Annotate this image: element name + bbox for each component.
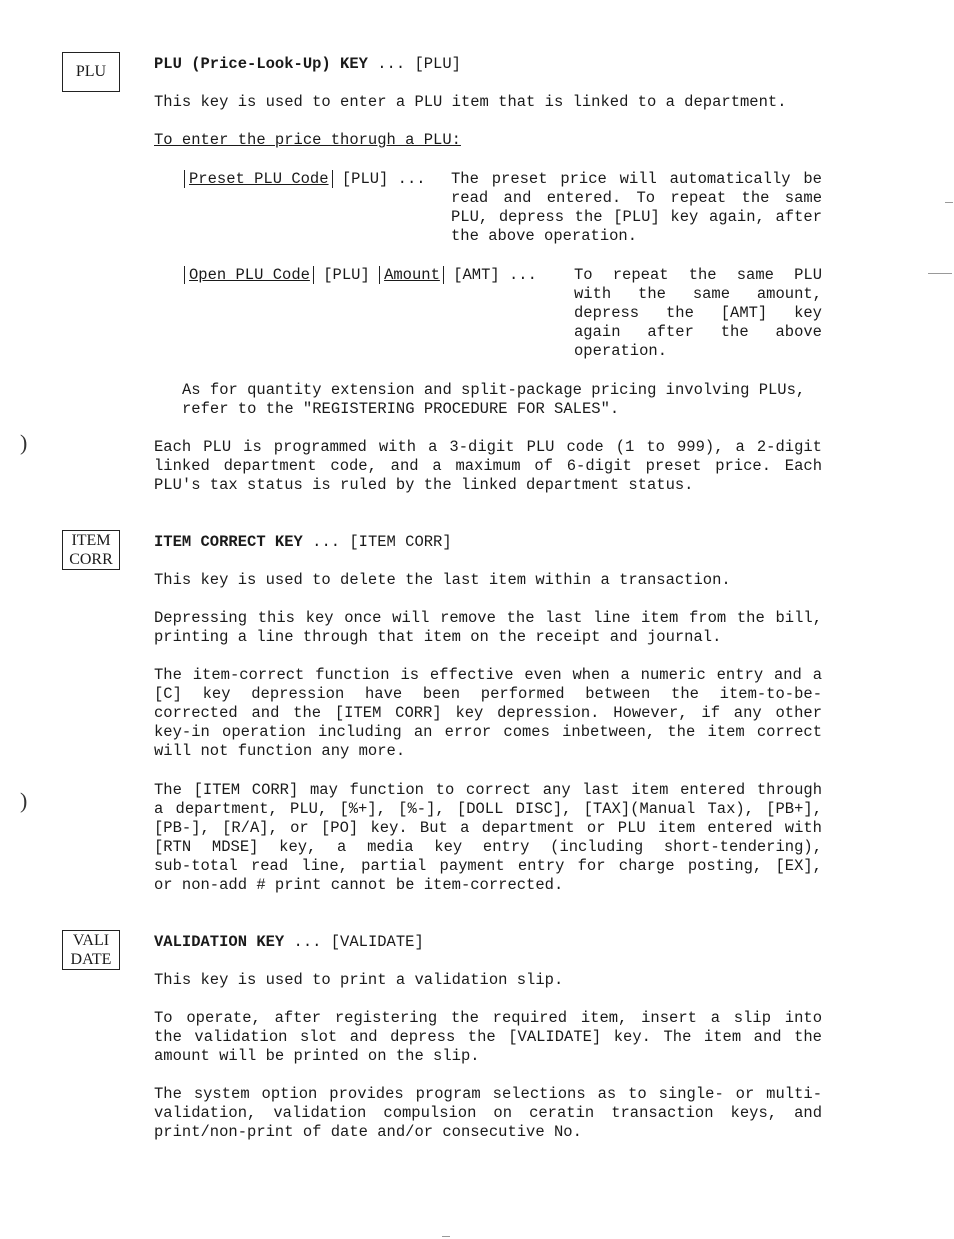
plu-open-desc-3: again after the above <box>574 323 822 341</box>
plu-heading: PLU (Price-Look-Up) KEY ... [PLU] <box>154 55 461 73</box>
plu-open-desc-4: operation. <box>574 342 668 360</box>
plu-intro: This key is used to enter a PLU item that is linked to a department. <box>154 93 787 111</box>
plu-open-desc-1: with the same amount, <box>574 285 822 303</box>
item-corr-heading: ITEM CORRECT KEY ... [ITEM CORR] <box>154 533 452 551</box>
validate-p1-2: amount will be printed on the slip. <box>154 1047 480 1065</box>
item-corr-p3-1: a department, PLU, [%+], [%-], [DOLL DISC], [TAX](Manual Tax), [PB+], <box>154 800 822 818</box>
open-plu-key: [PLU] <box>323 266 370 284</box>
item-corr-p2-3: key-in operation including an error comes inbetween, the item correct <box>154 723 822 741</box>
plu-note-1: refer to the "REGISTERING PROCEDURE FOR SALES". <box>182 400 620 418</box>
plu-programming-0: Each PLU is programmed with a 3-digit PLU code (1 to 999), a 2-digit <box>154 438 822 456</box>
item-corr-key-label-line1: ITEM <box>71 532 111 549</box>
item-corr-p1-0: Depressing this key once will remove the last line item from the bill, <box>154 609 822 627</box>
validate-p1-1: the validation slot and depress the [VALIDATE] key. The item and the <box>154 1028 822 1046</box>
validate-p2-1: validation, validation compulsion on ceratin transaction keys, and <box>154 1104 822 1122</box>
plu-open-row <box>184 266 537 285</box>
open-plu-amount: Amount <box>384 266 440 284</box>
plu-open-desc-0: To repeat the same PLU <box>574 266 822 284</box>
preset-plu-key: [PLU] ... <box>341 170 426 188</box>
preset-plu-code: Preset PLU Code <box>189 170 329 188</box>
margin-paren-upper: ) <box>20 430 28 455</box>
plu-note-0: As for quantity extension and split-package pricing involving PLUs, <box>182 381 806 399</box>
validate-p1-0: To operate, after registering the required item, insert a slip into <box>154 1009 822 1027</box>
item-corr-p1-1: printing a line through that item on the receipt and journal. <box>154 628 722 646</box>
plu-preset-row <box>184 170 426 189</box>
item-corr-intro: This key is used to delete the last item within a transaction. <box>154 571 731 589</box>
margin-paren-lower: ) <box>20 788 28 813</box>
item-corr-p3-3: [RTN MDSE] key, a media key entry (including short-tendering), <box>154 838 822 856</box>
plu-preset-desc-2: PLU, depress the [PLU] key again, after <box>451 208 822 226</box>
item-corr-p2-1: [C] key depression have been performed between the item-to-be- <box>154 685 822 703</box>
plu-key-icon <box>62 52 120 92</box>
plu-programming-1: linked department code, and a maximum of 6-digit preset price. Each <box>154 457 822 475</box>
validate-key-label-line2: DATE <box>70 951 112 968</box>
item-corr-p2-2: corrected and the [ITEM CORR] key depression. However, if any other <box>154 704 822 722</box>
item-corr-p3-5: or non-add # print cannot be item-corrected. <box>154 876 564 894</box>
plu-preset-desc-0: The preset price will automatically be <box>451 170 822 188</box>
plu-open-desc-2: depress the [AMT] key <box>574 304 822 322</box>
validate-p2-2: print/non-print of date and/or consecutive No. <box>154 1123 582 1141</box>
validate-heading: VALIDATION KEY ... [VALIDATE] <box>154 933 424 951</box>
margin-mark-mid <box>928 273 952 274</box>
validate-key-icon <box>62 930 120 970</box>
plu-preset-desc-3: the above operation. <box>451 227 638 245</box>
plu-programming-2: PLU's tax status is ruled by the linked department status. <box>154 476 694 494</box>
item-corr-key-label-line2: CORR <box>69 551 113 568</box>
item-corr-p2-0: The item-correct function is effective even when a numeric entry and a <box>154 666 822 684</box>
margin-mark-bottom <box>442 1236 450 1237</box>
validate-p2-0: The system option provides program selections as to single- or multi- <box>154 1085 822 1103</box>
validate-intro: This key is used to print a validation slip. <box>154 971 564 989</box>
item-corr-p2-4: will not function any more. <box>154 742 406 760</box>
item-corr-p3-0: The [ITEM CORR] may function to correct any last item entered through <box>154 781 822 799</box>
item-corr-p3-2: [PB-], [R/A], or [PO] key. But a department or PLU item entered with <box>154 819 822 837</box>
open-amt-key: [AMT] ... <box>453 266 537 284</box>
plu-subheading: To enter the price thorugh a PLU: <box>154 131 461 149</box>
open-plu-code: Open PLU Code <box>189 266 310 284</box>
plu-key-label: PLU <box>75 63 107 80</box>
margin-mark-top <box>945 202 953 203</box>
plu-preset-desc-1: read and entered. To repeat the same <box>451 189 822 207</box>
item-corr-p3-4: sub-total read line, partial payment entry for charge posting, [EX], <box>154 857 822 875</box>
item-corr-key-icon <box>62 530 120 570</box>
validate-key-label-line1: VALI <box>72 932 110 949</box>
